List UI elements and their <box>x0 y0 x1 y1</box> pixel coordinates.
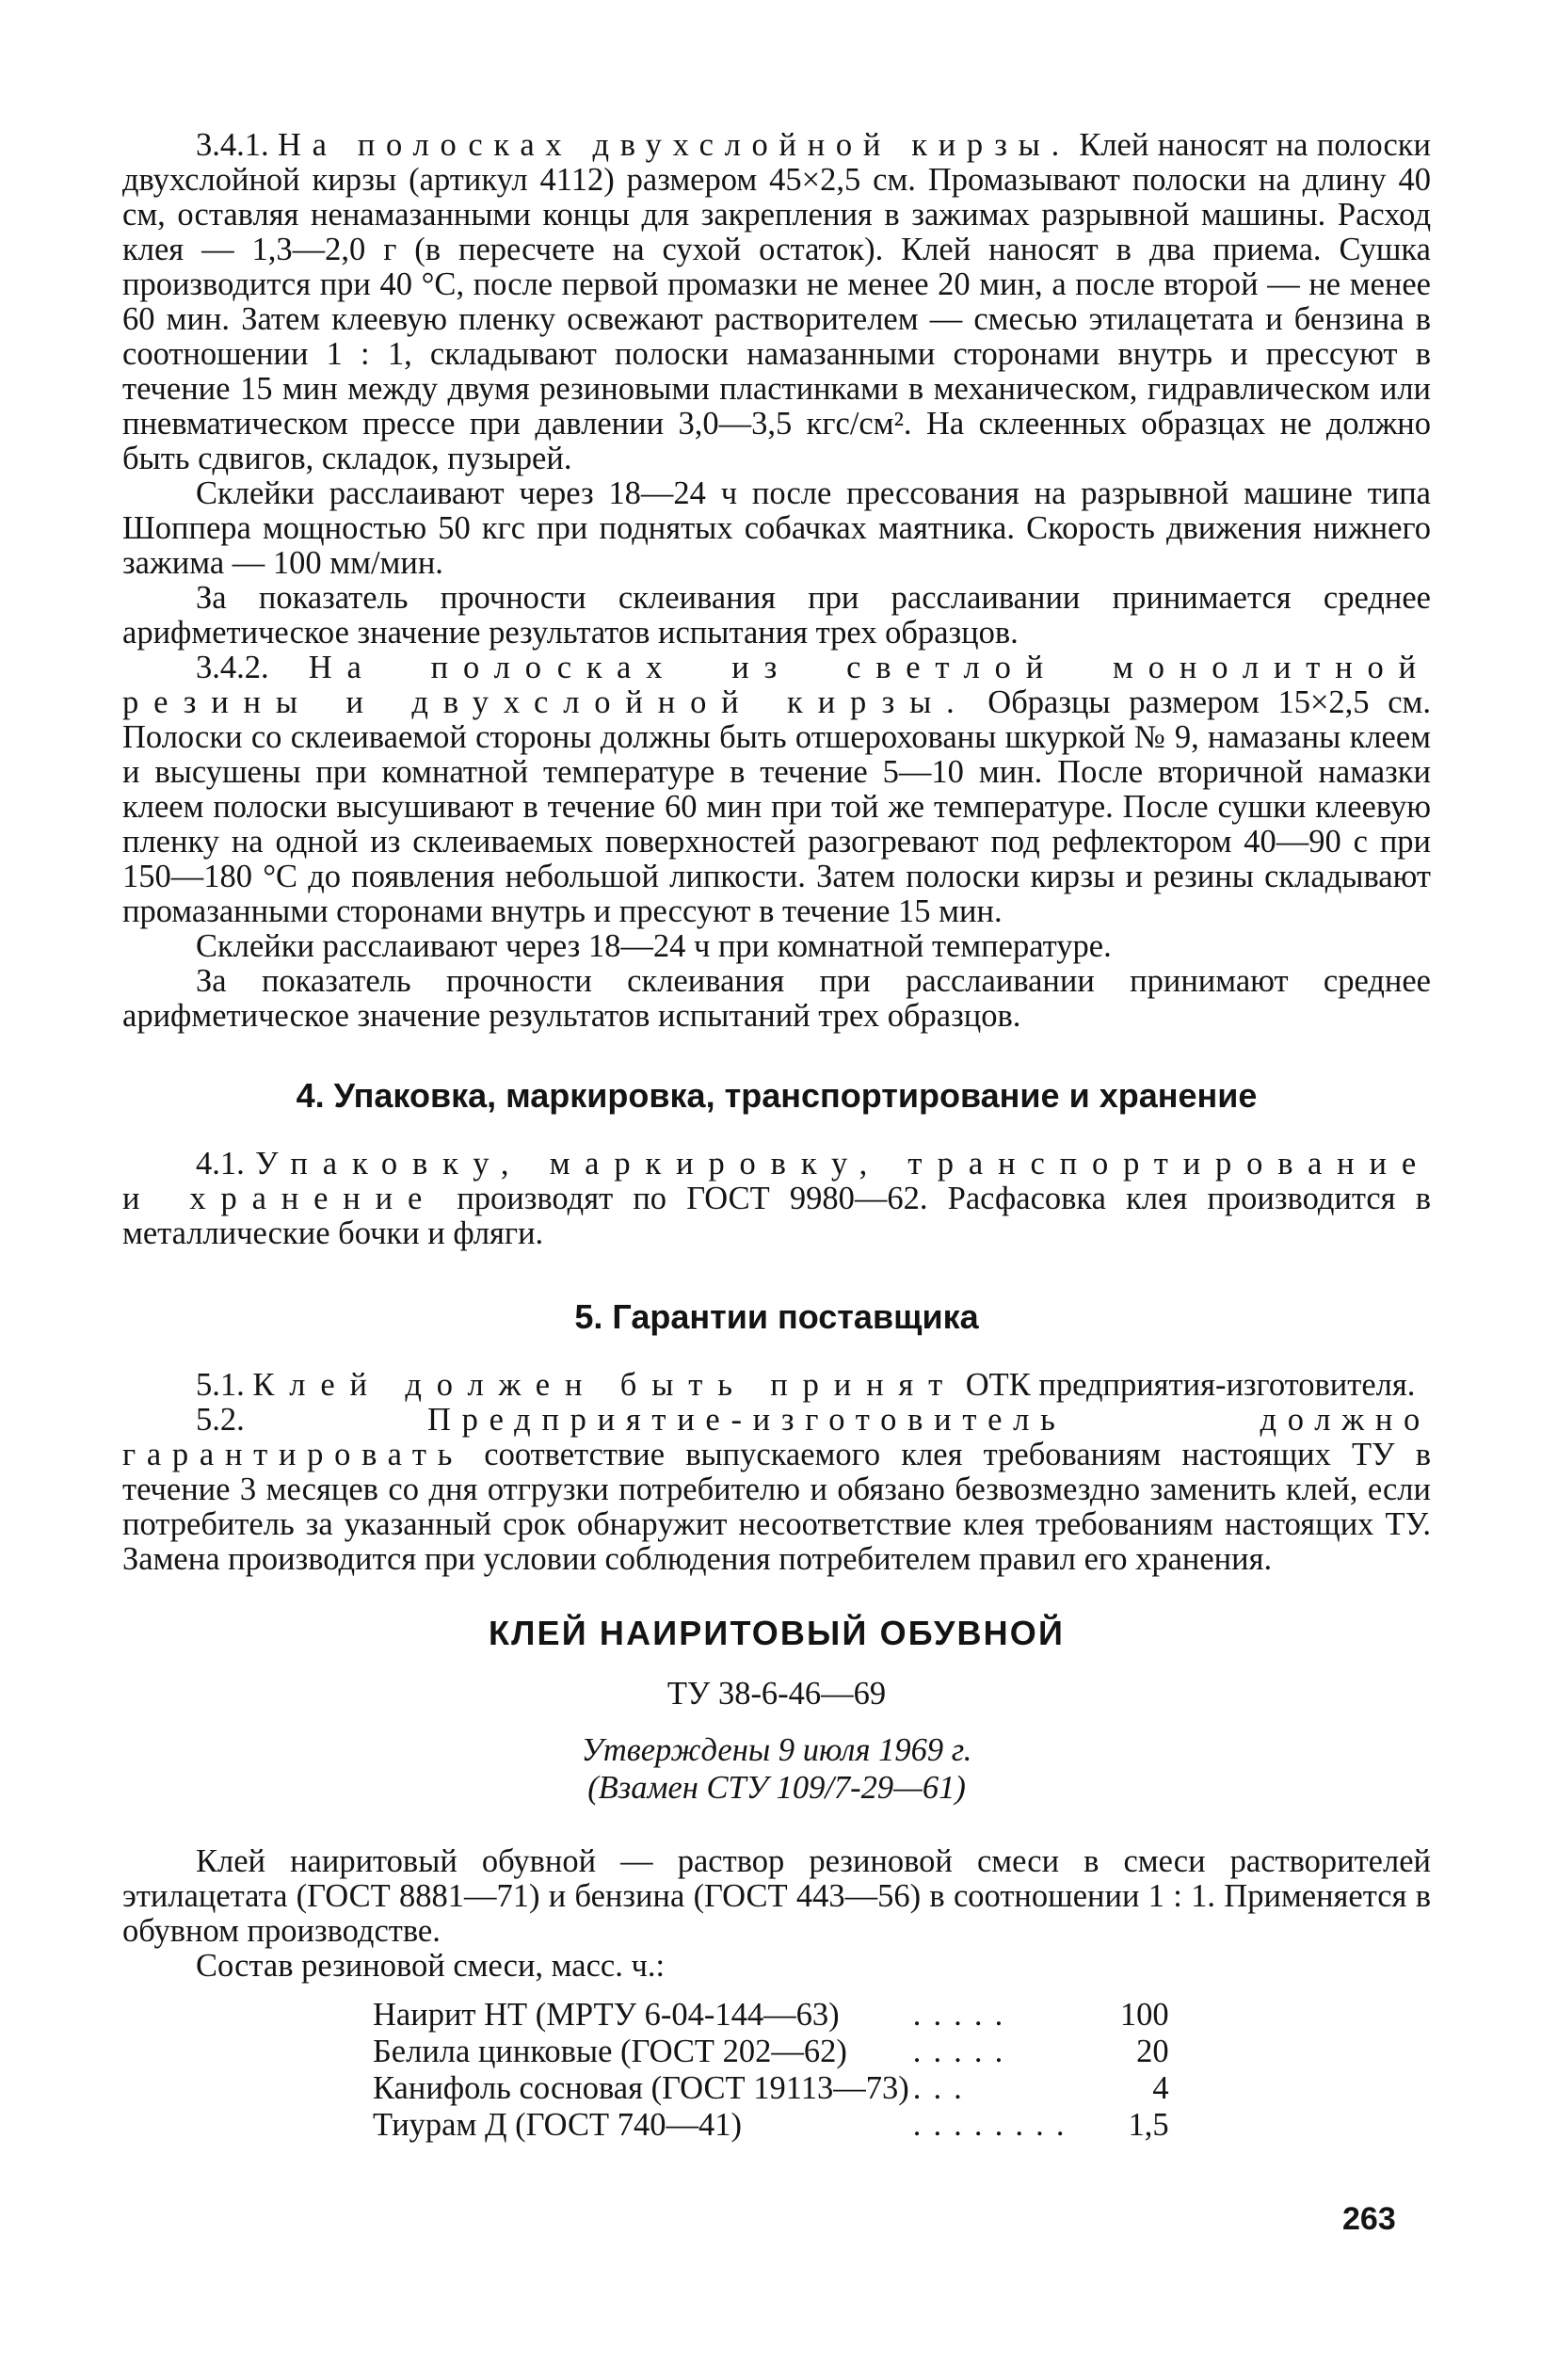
paragraph-number: 5.2. <box>196 1402 427 1438</box>
paragraph-3-4-1-strength: За показатель прочности склеивания при расслаивании принимается среднее арифметическое значение результатов испытания трех образцов. <box>122 580 1431 651</box>
composition-row <box>373 2107 1169 2144</box>
paragraph-3-4-2-strength: За показатель прочности склеивания при расслаивании принимают среднее арифметическое значение результатов испытаний трех образцов. <box>122 963 1431 1034</box>
paragraph-3-4-2-peel: Склейки расслаивают через 18—24 ч при комнатной температуре. <box>196 928 1112 964</box>
glue-replaced-spec: (Взамен СТУ 109/7-29—61) <box>587 1770 966 1806</box>
leader-dots: ........ <box>912 2107 1077 2143</box>
paragraph-title: Клей должен быть принят <box>252 1367 958 1403</box>
paragraph-3-4-1-peel: Склейки расслаивают через 18—24 ч после прессования на разрывной машине типа Шоппера мощностью 50 кгс при поднятых собачках маятника. Скорость движения нижнего зажима — 100 мм/мин. <box>122 475 1431 581</box>
section-5-heading: 5. Гарантии поставщика <box>574 1297 979 1336</box>
paragraph-number: 3.4.2. <box>196 650 309 685</box>
paragraph-title: Предприятие-изготовитель должно гарантировать <box>122 1402 1431 1472</box>
leader-dots: ..... <box>912 2034 1016 2069</box>
leader-dots: ..... <box>912 1997 1016 2033</box>
composition-label: Состав резиновой смеси, масс. ч.: <box>196 1948 666 1984</box>
paragraph-5-2 <box>122 1403 1431 1577</box>
paragraph-title: На полосках из светлой монолитной резины и двухслойной кирзы. <box>122 650 1432 720</box>
paragraph-text: ОТК предприятия-изготовителя. <box>957 1367 1416 1403</box>
paragraph-3-4-2 <box>122 651 1431 929</box>
composition-row <box>373 2070 1169 2107</box>
ingredient-amount: 20 <box>1136 2034 1169 2069</box>
leader-dots: ... <box>912 2070 974 2106</box>
page-number: 263 <box>1342 2201 1396 2237</box>
paragraph-text: производят по ГОСТ 9980—62. Расфасовка клея производится в металлические бочки и фляги. <box>122 1181 1431 1251</box>
paragraph-text: соответствие выпускаемого клея требованиям настоящих ТУ в течение 3 месяцев со дня отгрузки потребителю и обязано безвозмездно заменить клей, если потребитель за указанный срок обнаружит несоответствие клея требованиям настоящих ТУ. Замена производится при условии соблюдения потребителем правил его хранения. <box>122 1437 1431 1577</box>
ingredient-name: Белила цинковые (ГОСТ 202—62) <box>373 2034 847 2069</box>
paragraph-title: На полосках двухслойной кирзы. <box>278 127 1070 163</box>
ingredient-amount: 1,5 <box>1128 2107 1169 2143</box>
paragraph-number: 5.1. <box>196 1367 253 1403</box>
ingredient-name: Тиурам Д (ГОСТ 740—41) <box>373 2107 742 2143</box>
glue-heading: КЛЕЙ НАИРИТОВЫЙ ОБУВНОЙ <box>488 1614 1066 1652</box>
paragraph-number: 4.1. <box>196 1146 256 1182</box>
paragraph-4-1 <box>122 1147 1431 1251</box>
ingredient-name: Канифоль сосновая (ГОСТ 19113—73) <box>373 2070 909 2106</box>
ingredient-name: Наирит НТ (МРТУ 6-04-144—63) <box>373 1997 840 2033</box>
section-4-heading: 4. Упаковка, маркировка, транспортирование и хранение <box>296 1076 1258 1115</box>
glue-spec-code: ТУ 38-6-46—69 <box>666 1676 887 1712</box>
paragraph-number: 3.4.1. <box>196 127 279 163</box>
ingredient-amount: 100 <box>1119 1997 1169 2033</box>
page-content <box>122 128 1431 2144</box>
glue-approved-date: Утверждены 9 июля 1969 г. <box>581 1732 972 1768</box>
composition-row <box>373 1997 1169 2034</box>
paragraph-3-4-1 <box>122 128 1431 476</box>
paragraph-title: Упаковку, маркировку, транспортирование и хранение <box>122 1146 1431 1216</box>
paragraph-text: Клей наносят на полоски двухслойной кирзы (артикул 4112) размером 45×2,5 см. Промазывают полоски на длину 40 см, оставляя ненамазанными концы для закрепления в зажимах разрывной машины. Расход клея — 1,3—2,0 г (в пересчете на сухой остаток). Клей наносят в два приема. Сушка производится при 40 °С, после первой промазки не менее 20 мин, а после второй — не менее 60 мин. Затем клеевую пленку освежают растворителем — смесью этилацетата и бензина в соотношении 1 : 1, складывают полоски намазанными сторонами внутрь и прессуют в течение 15 мин между двумя резиновыми пластинками в механическом, гидравлическом или пневматическом прессе при давлении 3,0—3,5 кгс/см². На склеенных образцах не должно быть сдвигов, складок, пузырей. <box>122 127 1431 476</box>
paragraph-5-1 <box>122 1368 1431 1403</box>
ingredient-amount: 4 <box>1152 2070 1169 2106</box>
composition-table <box>373 1997 1169 2144</box>
glue-intro: Клей наиритовый обувной — раствор резиновой смеси в смеси растворителей этилацетата (ГОСТ 8881—71) и бензина (ГОСТ 443—56) в соотношении 1 : 1. Применяется в обувном производстве. <box>122 1843 1431 1949</box>
composition-row <box>373 2034 1169 2070</box>
paragraph-text: Образцы размером 15×2,5 см. Полоски со склеиваемой стороны должны быть отшерохованы шкуркой № 9, намазаны клеем и высушены при комнатной температуре в течение 5—10 мин. После вторичной намазки клеем полоски высушивают в течение 60 мин при той же температуре. После сушки клеевую пленку на одной из склеиваемых поверхностей разогревают под рефлектором 40—90 с при 150—180 °С до появления небольшой липкости. Затем полоски кирзы и резины складывают промазанными сторонами внутрь и прессуют в течение 15 мин. <box>122 684 1431 929</box>
